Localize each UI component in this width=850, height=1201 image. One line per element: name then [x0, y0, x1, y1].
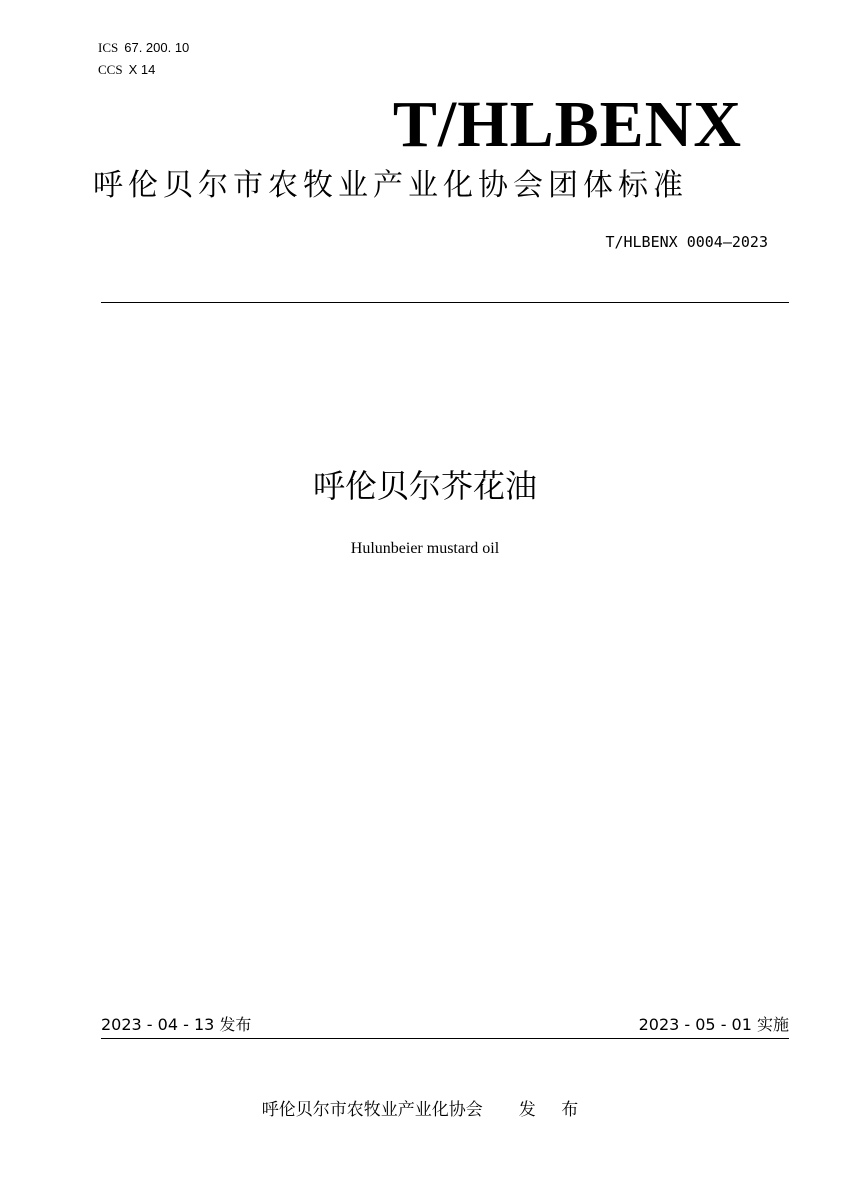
document-title-en: Hulunbeier mustard oil — [350, 540, 500, 557]
issue-date: 2023 - 04 - 13 发布 — [101, 1015, 252, 1034]
document-title-zh: 呼伦贝尔芥花油 — [312, 467, 537, 505]
ccs-code — [98, 62, 155, 79]
organization-title: 呼伦贝尔市农牧业产业化协会团体标准 — [93, 168, 688, 203]
ics-label: ICS — [98, 40, 119, 55]
bottom-divider — [101, 1038, 789, 1039]
standard-number: T/HLBENX 0004—2023 — [605, 233, 768, 251]
ccs-label: CCS — [98, 62, 123, 77]
ccs-value: X 14 — [128, 62, 156, 77]
ics-code — [98, 40, 189, 57]
top-divider — [101, 302, 789, 303]
implementation-date: 2023 - 05 - 01 实施 — [638, 1015, 789, 1034]
standard-logo: T/HLBENX — [392, 88, 742, 161]
publisher-line — [0, 1098, 850, 1122]
publisher-name: 呼伦贝尔市农牧业产业化协会 — [261, 1100, 483, 1120]
ics-value: 67. 200. 10 — [124, 40, 190, 55]
publish-action: 发 布 — [518, 1100, 589, 1120]
